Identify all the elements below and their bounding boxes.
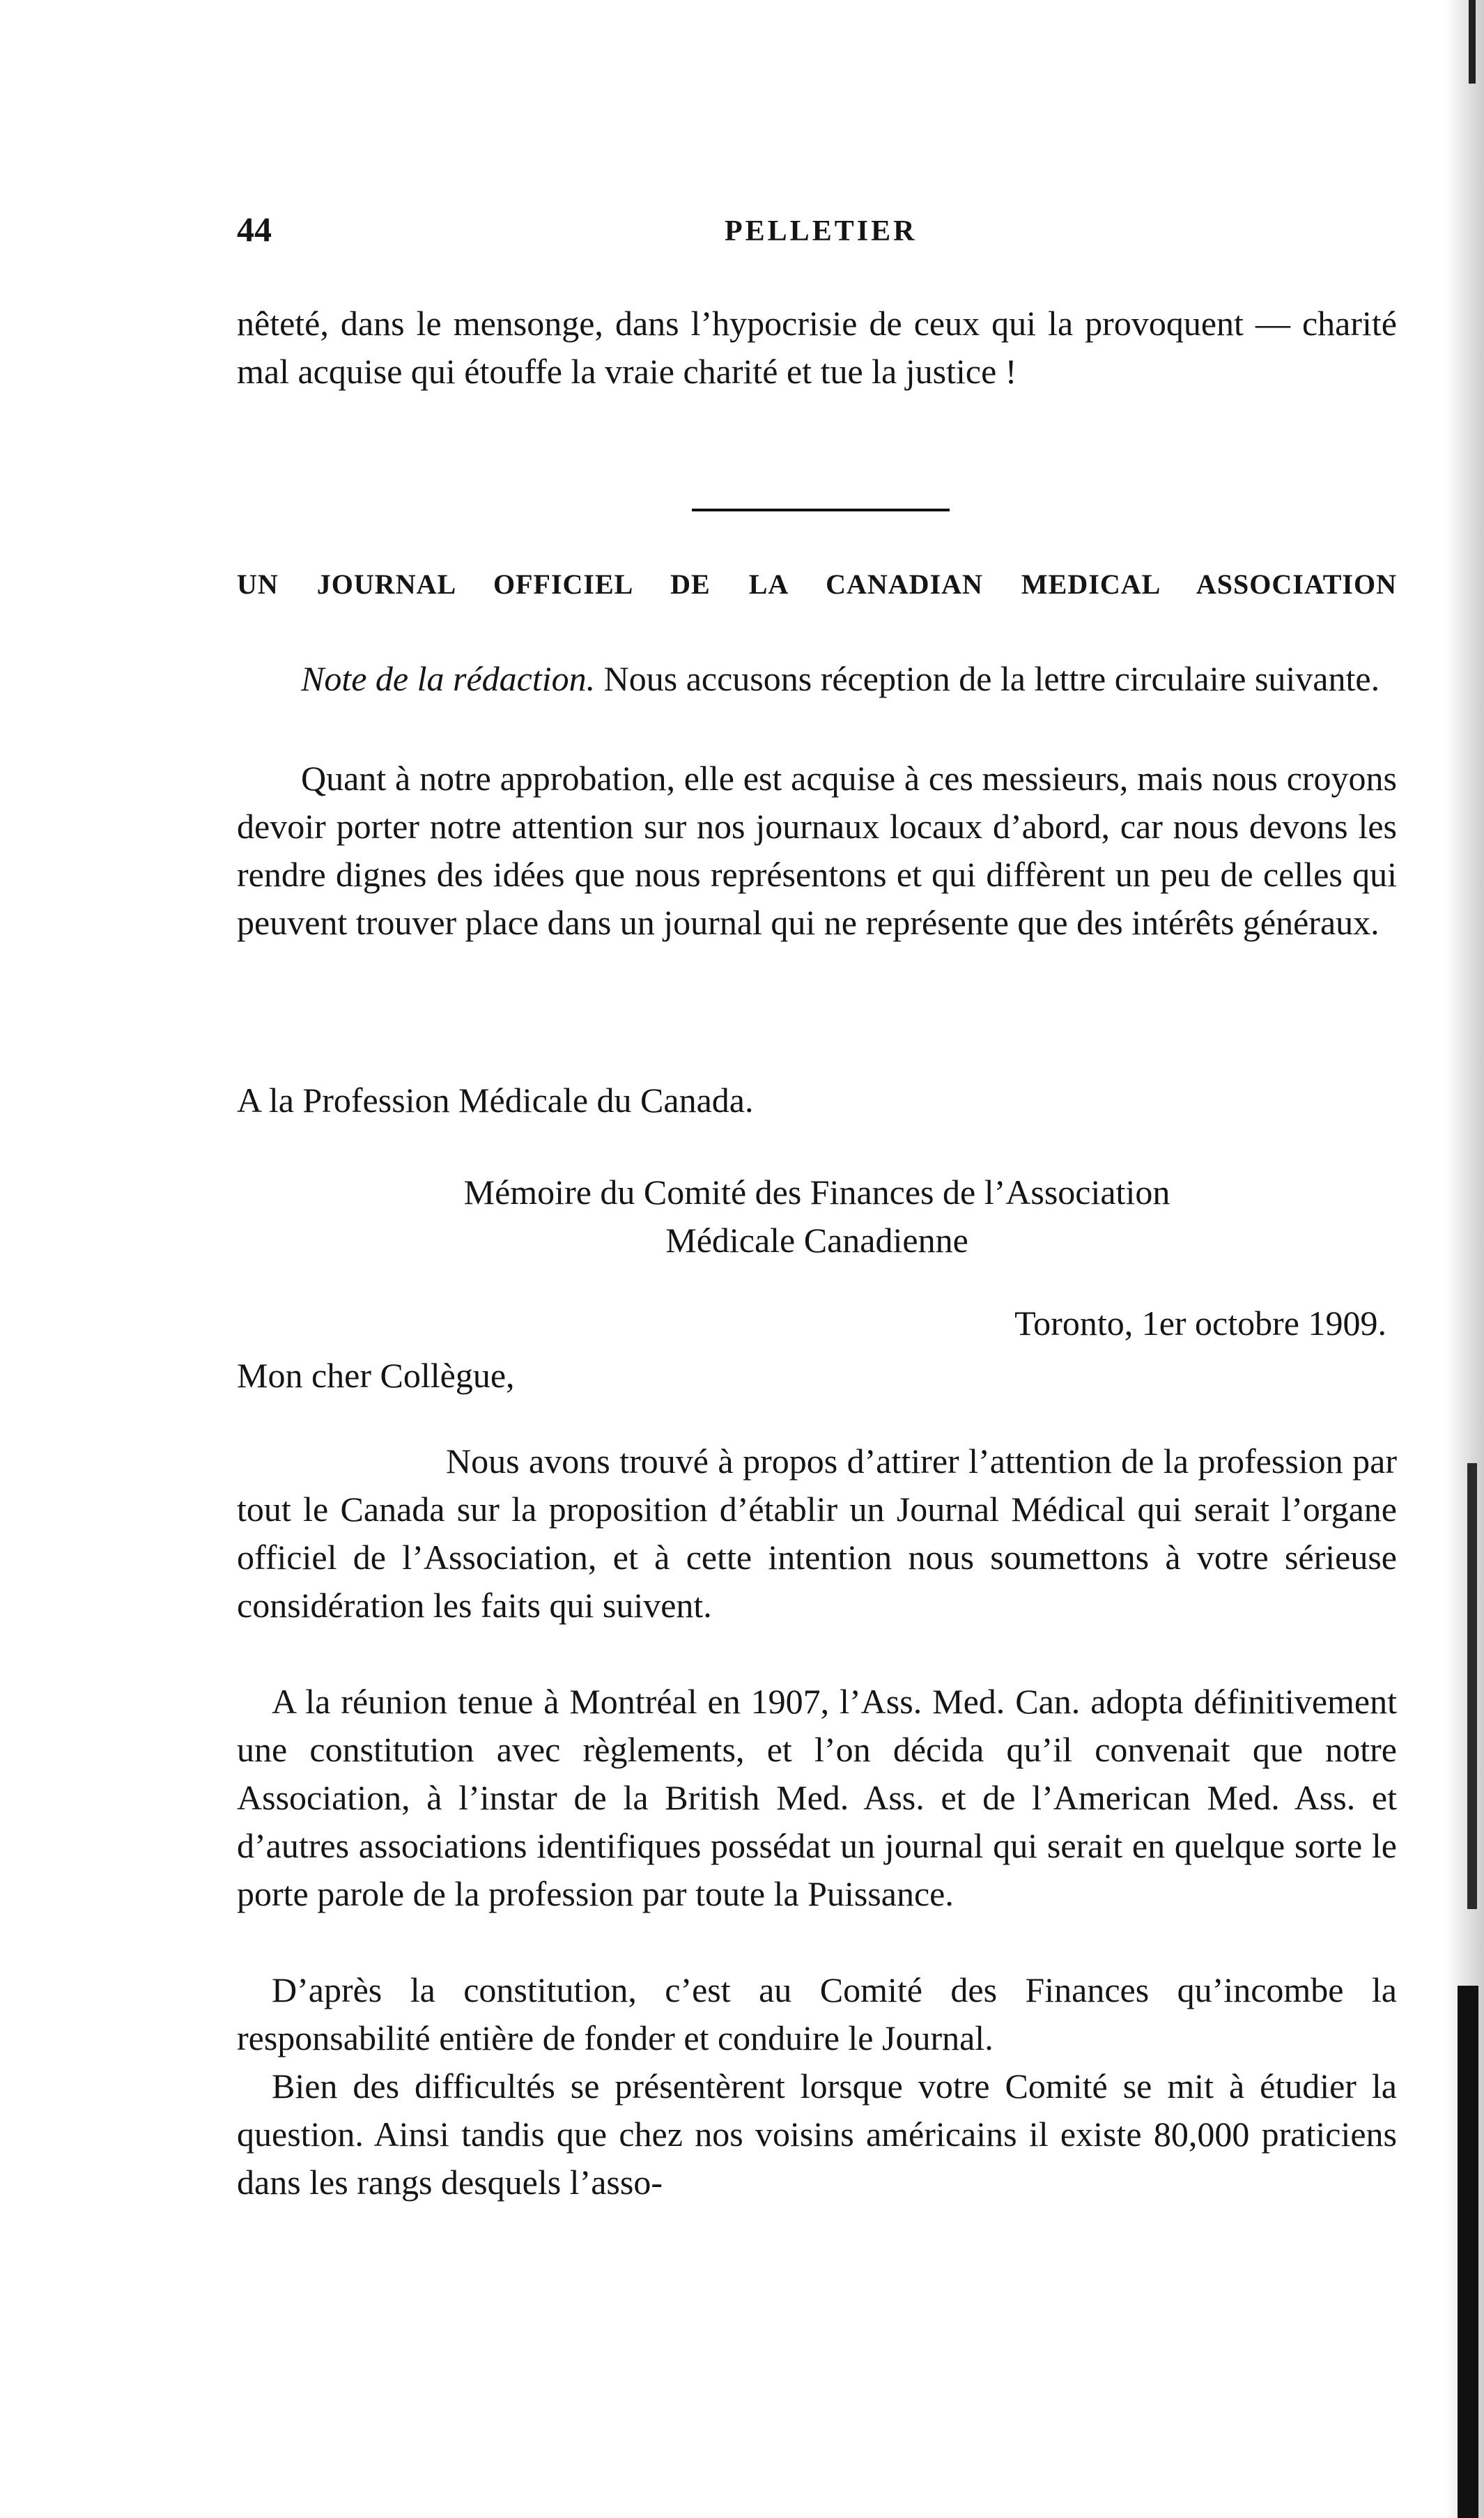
- editor-note-text: Nous accusons réception de la lettre circulaire suivante.: [595, 659, 1380, 698]
- salutation: A la Profession Médicale du Canada.: [237, 1081, 754, 1120]
- editor-note-label: Note de la rédaction.: [301, 659, 596, 698]
- running-head: PELLETIER: [725, 215, 918, 247]
- memo-title-line-2: Médicale Canadienne: [665, 1221, 968, 1260]
- page-edge-mark-middle: [1467, 1463, 1477, 1909]
- section-title: UN JOURNAL OFFICIEL DE LA CANADIAN MEDICAL ASSOCIATION: [237, 569, 1397, 600]
- memo-title-line-1: Mémoire du Comité des Finances de l’Association: [463, 1173, 1170, 1212]
- letter-paragraph-reunion: A la réunion tenue à Montréal en 1907, l’Ass. Med. Can. adopta définitivement une constitution avec règlements, et l’on décida qu’il convenait que notre Association, à l’instar de la British Med. Ass. et de l’American Med. Ass. et d’autres associations identifiques possédat un journal qui serait en quelque sorte le porte parole de la profession par toute la Puissance.: [237, 1682, 1397, 1913]
- memo-title: [237, 1168, 1397, 1265]
- opening-paragraph: nêteté, dans le mensonge, dans l’hypocrisie de ceux qui la provoquent — charité mal acquise qui étouffe la vraie charité et tue la justice !: [237, 304, 1397, 391]
- page-header: [237, 209, 1397, 258]
- page-edge-mark-bottom: [1458, 1986, 1478, 2518]
- letter-paragraph-difficulties: Bien des difficultés se présentèrent lorsque votre Comité se mit à étudier la question. Ainsi tandis que chez nos voisins américains il existe 80,000 praticiens dans les rangs desquels l’asso-: [237, 2067, 1397, 2202]
- page-edge-mark-top: [1469, 0, 1476, 84]
- letter-paragraph-constitution: D’après la constitution, c’est au Comité des Finances qu’incombe la responsabilité entière de fonder et conduire le Journal.: [237, 1970, 1397, 2057]
- page-number: 44: [237, 210, 272, 249]
- letter-paragraph-intro: Nous avons trouvé à propos d’attirer l’attention de la profession par tout le Canada sur la proposition d’établir un Journal Médical qui serait l’organe officiel de l’Association, et à cette intention nous soumettons à votre sérieuse considération les faits qui suivent.: [237, 1442, 1397, 1625]
- approval-paragraph: Quant à notre approbation, elle est acquise à ces messieurs, mais nous croyons devoir porter notre attention sur nos journaux locaux d’abord, car nous devons les rendre dignes des idées que nous représentons et qui diffèrent un peu de celles qui peuvent trouver place dans un journal qui ne représente que des intérêts généraux.: [237, 759, 1397, 942]
- section-divider: [692, 509, 950, 511]
- letter-date: Toronto, 1er octobre 1909.: [1014, 1304, 1386, 1343]
- letter-greeting: Mon cher Collègue,: [237, 1356, 515, 1395]
- editor-note-paragraph: [237, 655, 1397, 703]
